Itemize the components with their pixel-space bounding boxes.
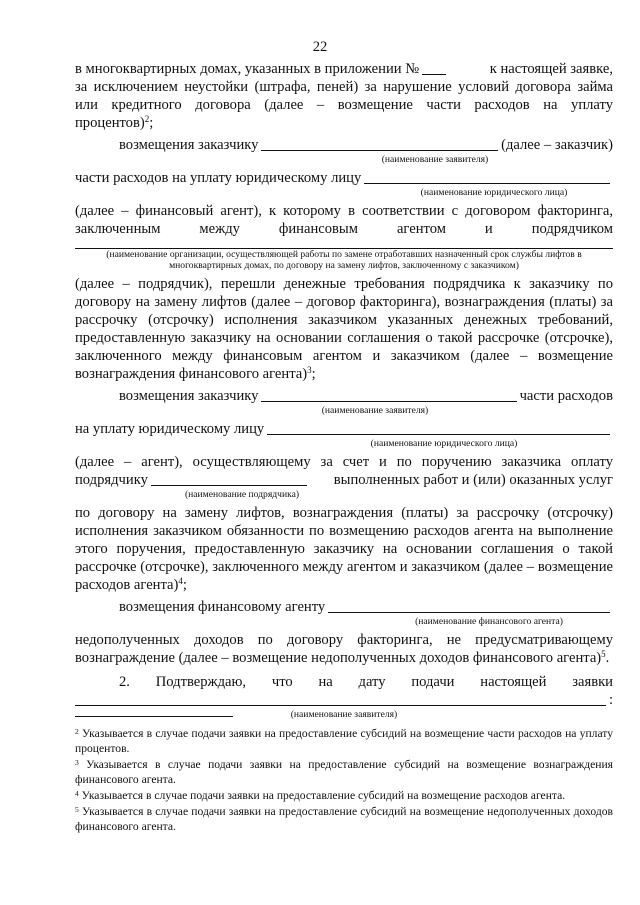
caption: (наименование юридического лица)	[420, 187, 568, 198]
footnote-3	[75, 757, 613, 787]
footnote-text: Указывается в случае подачи заявки на предоставление субсидий на возмещение вознаграждения финансового агента.	[75, 758, 613, 786]
text: выполненных работ и (или) оказанных услуг	[333, 472, 613, 488]
text: (далее – заказчик)	[501, 137, 613, 153]
page-number: 22	[312, 39, 328, 55]
footnote-ref: 5	[601, 649, 606, 659]
line-legal-entity-2	[75, 420, 613, 438]
footnote-text: Указывается в случае подачи заявки на предоставление субсидий на возмещение расходов агента.	[81, 789, 566, 802]
caption: (наименование заявителя)	[290, 709, 398, 720]
line-customer	[75, 136, 613, 154]
blank-line	[75, 238, 613, 249]
footnote-ref: 2	[144, 114, 150, 124]
footnote-text: Указывается в случае подачи заявки на предоставление субсидий на возмещение недополученных доходов финансового агента.	[75, 805, 613, 833]
paragraph	[75, 631, 613, 667]
paragraph-line: (далее – финансовый агент), к которому в соответствии с договором факторинга,	[75, 203, 613, 219]
caption: (наименование финансового агента)	[415, 616, 563, 627]
footnote-mark: 4	[75, 789, 79, 798]
paragraph-line: 2. Подтверждаю, что на дату подачи настоящей заявки	[119, 674, 613, 690]
paragraph-line: заключенным между финансовым агентом и подрядчиком	[75, 221, 613, 237]
line-contractor	[75, 471, 613, 489]
line-legal-entity	[75, 169, 613, 187]
paragraph-line: или кредитного договора (далее – возмещение части расходов на уплату	[75, 97, 613, 113]
blank-line	[261, 138, 498, 151]
text: части расходов	[519, 388, 613, 404]
caption: (наименование заявителя)	[321, 405, 429, 416]
text: возмещения заказчику	[119, 137, 259, 153]
line-appendix	[75, 60, 613, 78]
footnote-mark: 3	[75, 758, 79, 767]
blank-line	[328, 600, 610, 613]
document-body	[75, 60, 613, 720]
text: процентов)	[75, 115, 145, 131]
paragraph	[75, 275, 613, 383]
blank-line	[261, 389, 516, 402]
text: части расходов на уплату юридическому лицу	[75, 170, 362, 186]
footnote-separator	[75, 716, 233, 717]
caption: (наименование организации, осуществляющей работы по замене отработавших назначенный срок службы лифтов в многоквартирных домах, по договору на замену лифтов, заключенному с заказчиком)	[106, 249, 582, 271]
text: на уплату юридическому лицу	[75, 421, 265, 437]
paragraph-line	[75, 114, 613, 132]
blank-line	[75, 693, 606, 706]
text: ;	[182, 577, 187, 593]
text: возмещения заказчику	[119, 388, 259, 404]
text: ;	[149, 115, 154, 131]
blank-line	[364, 171, 610, 184]
text: .	[605, 650, 610, 666]
footnote-ref: 4	[178, 576, 183, 586]
text: недополученных доходов по договору факторинга, не предусматривающему вознаграждение (далее – возмещение недополученных доходов финансового агента)	[75, 632, 613, 666]
blank-line	[267, 422, 610, 435]
footnote-ref: 3	[307, 365, 312, 375]
text: по договору на замену лифтов, вознаграждения (платы) за рассрочку (отсрочку) исполнения заказчиком обязанности по возмещению расходов агента на выполнение этого поручения, предоставленную заказчику на основании соглашения о такой рассрочке (отсрочке), заключенного между агентом и заказчиком (далее – возмещение расходов агента)	[75, 505, 613, 593]
footnote-5	[75, 804, 613, 834]
text: возмещения финансовому агенту	[119, 599, 326, 615]
caption: (наименование подрядчика)	[184, 489, 300, 500]
line-customer-2	[75, 387, 613, 405]
footnote-2	[75, 726, 613, 756]
caption: (наименование юридического лица)	[370, 438, 518, 449]
text: к настоящей заявке,	[489, 61, 613, 77]
caption: (наименование заявителя)	[381, 154, 489, 165]
line-applicant	[75, 691, 613, 709]
footnote-mark: 2	[75, 727, 79, 736]
paragraph-line: за исключением неустойки (штрафа, пеней) за нарушение условий договора займа	[75, 79, 613, 95]
paragraph-line: (далее – агент), осуществляющему за счет и по поручению заказчика оплату	[75, 454, 613, 470]
text: подрядчику	[75, 472, 148, 488]
text: в многоквартирных домах, указанных в приложении №	[75, 61, 420, 77]
text: :	[608, 692, 613, 708]
blank-line	[151, 473, 307, 486]
line-financial-agent	[75, 598, 613, 616]
text: ;	[311, 366, 316, 382]
paragraph	[75, 504, 613, 594]
footnotes	[75, 726, 613, 835]
footnote-4	[75, 788, 613, 803]
footnote-text: Указывается в случае подачи заявки на предоставление субсидий на возмещение части расходов на уплату процентов.	[75, 727, 613, 755]
blank-line	[422, 62, 446, 75]
text: (далее – подрядчик), перешли денежные требования подрядчика к заказчику по договору на замену лифтов (далее – договор факторинга), вознаграждения (платы) за рассрочку (отсрочку) исполнения заказчиком указанных денежных требований, предоставленную заказчику на основании соглашения о такой рассрочке (отсрочке), заключенного между финансовым агентом и заказчиком (далее – возмещение вознаграждения финансового агента)	[75, 276, 613, 382]
footnote-mark: 5	[75, 805, 79, 814]
